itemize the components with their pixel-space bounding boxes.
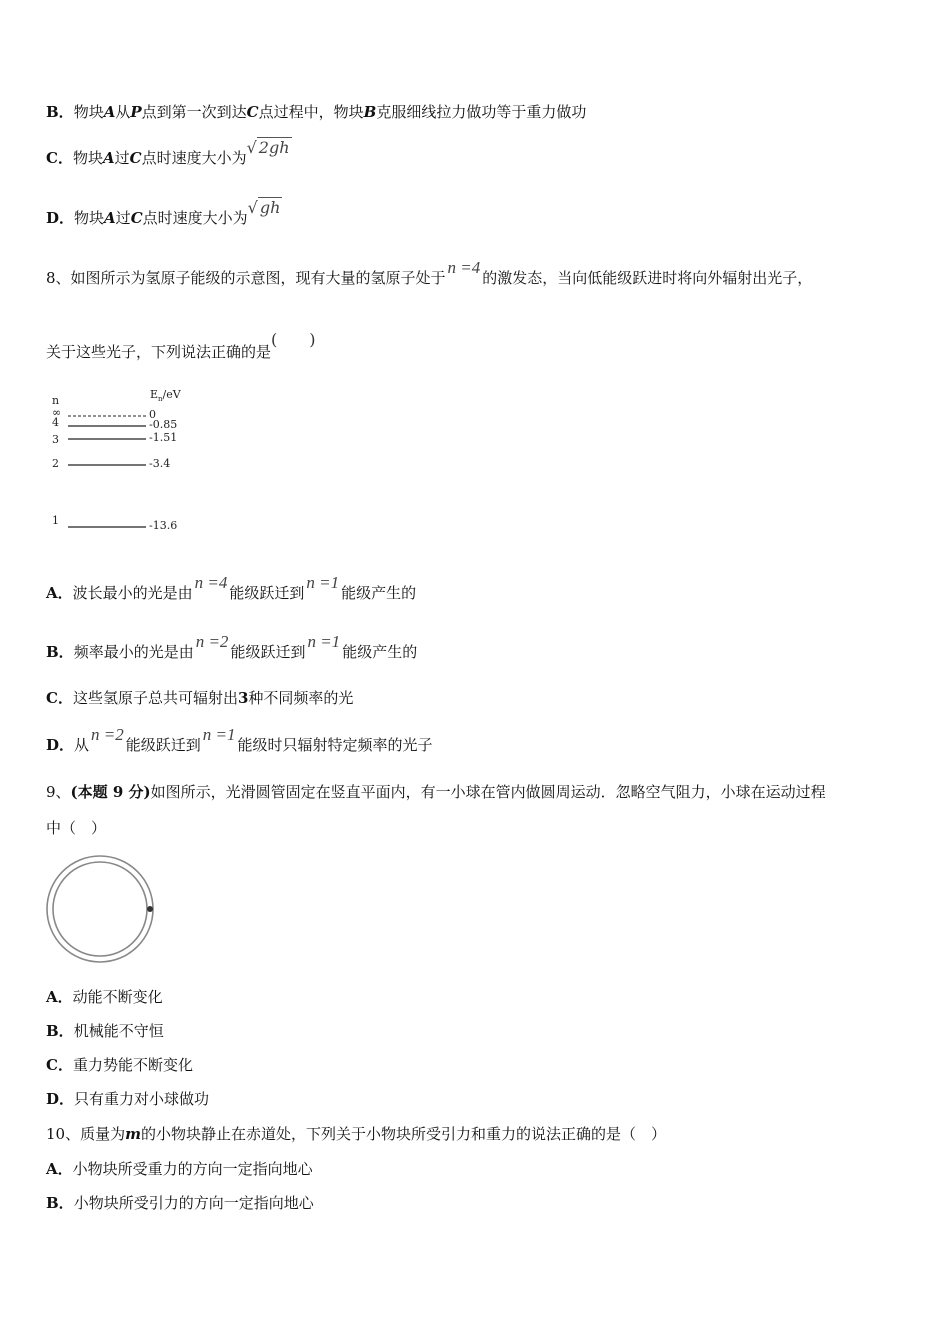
level-n-3: 3 <box>52 433 59 446</box>
q10-option-a: A．小物块所受重力的方向一定指向地心 <box>46 1160 313 1178</box>
q8-stem-line2: 关于这些光子，下列说法正确的是( ) <box>46 330 316 361</box>
level-e-4: -0.85 <box>149 418 178 431</box>
q9-stem-line2: 中（ ） <box>46 819 107 837</box>
ball <box>147 906 153 912</box>
option-label: D． <box>46 209 75 227</box>
q9-option-c: C．重力势能不断变化 <box>46 1056 193 1074</box>
q9-option-a: A．动能不断变化 <box>46 988 163 1006</box>
option-label: C． <box>46 689 73 707</box>
option-label: A． <box>46 584 73 602</box>
q7-option-d: D．物块A过C点时速度大小为√ gh <box>46 198 281 227</box>
q9-stem-line1: 9、(本题 9 分)如图所示，光滑圆管固定在竖直平面内，有一小球在管内做圆周运动．忽略空气阻力，小球在运动过程 <box>46 783 826 801</box>
answer-paren: ( ) <box>271 330 316 349</box>
q10-stem: 10、质量为m的小物块静止在赤道处，下列关于小物块所受引力和重力的说法正确的是（ ） <box>46 1125 666 1143</box>
option-label: C． <box>46 1056 73 1074</box>
q8-stem-line1: 8、如图所示为氢原子能级的示意图，现有大量的氢原子处于n =4的激发态，当向低能级跃进时将向外辐射出光子， <box>46 258 813 287</box>
option-label: D． <box>46 736 75 754</box>
option-label: B． <box>46 643 74 661</box>
q7-option-c: C．物块A过C点时速度大小为√ 2gh <box>46 138 290 167</box>
n-header: n <box>52 394 60 407</box>
circular-tube-figure <box>44 852 158 966</box>
level-n-1: 1 <box>52 514 59 527</box>
q9-option-b: B．机械能不守恒 <box>46 1022 164 1040</box>
level-n-inf: ∞ <box>52 406 62 419</box>
q10-option-b: B．小物块所受引力的方向一定指向地心 <box>46 1194 314 1212</box>
sqrt-formula: √ 2gh <box>246 138 290 157</box>
option-label: D． <box>46 1090 75 1108</box>
q8-option-b: B．频率最小的光是由n =2能级跃迁到n =1能级产生的 <box>46 632 418 661</box>
q8-option-a: A．波长最小的光是由n =4能级跃迁到n =1能级产生的 <box>46 573 417 602</box>
level-e-inf: 0 <box>149 408 156 421</box>
level-n-4: 4 <box>52 416 59 429</box>
level-e-3: -1.51 <box>149 431 178 444</box>
q9-option-d: D．只有重力对小球做功 <box>46 1090 210 1108</box>
level-e-2: -3.4 <box>149 457 171 470</box>
q8-option-d: D．从n =2能级跃迁到n =1能级时只辐射特定频率的光子 <box>46 725 433 754</box>
option-label: B． <box>46 1194 74 1212</box>
e-header: $E_n/eV$ <box>150 388 181 403</box>
level-n-2: 2 <box>52 457 59 470</box>
level-e-1: -13.6 <box>149 519 178 532</box>
option-label: B． <box>46 1022 74 1040</box>
inner-ring <box>53 862 147 956</box>
option-label: A． <box>46 988 73 1006</box>
sqrt-formula: √ gh <box>247 198 281 217</box>
option-label: B． <box>46 103 74 121</box>
option-label: C． <box>46 149 73 167</box>
outer-ring <box>47 856 153 962</box>
energy-level-diagram <box>46 386 206 536</box>
option-label: A． <box>46 1160 73 1178</box>
q8-option-c: C．这些氢原子总共可辐射出3种不同频率的光 <box>46 689 354 707</box>
q7-option-b: B．物块A从P点到第一次到达C点过程中，物块B克服细线拉力做功等于重力做功 <box>46 103 587 121</box>
